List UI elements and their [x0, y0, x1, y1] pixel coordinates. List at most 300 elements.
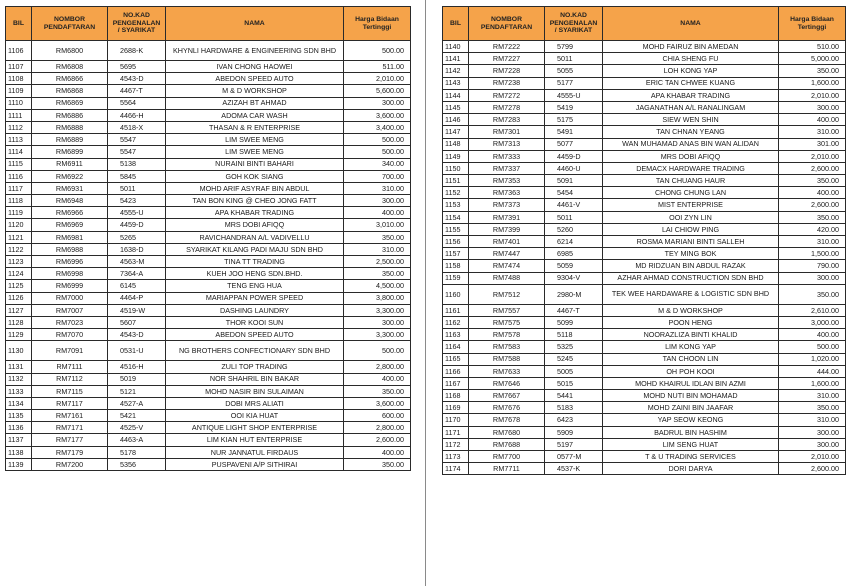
cell-nama: TINA TT TRADING: [166, 256, 344, 268]
cell-harga: 310.00: [344, 243, 411, 255]
cell-nombor-pendaftaran: RM7575: [469, 316, 545, 328]
cell-harga: 1,600.00: [779, 377, 846, 389]
cell-bil: 1150: [443, 162, 469, 174]
cell-bil: 1109: [6, 85, 32, 97]
cell-bil: 1118: [6, 195, 32, 207]
cell-nombor-pendaftaran: RM7227: [469, 53, 545, 65]
cell-no-kad: 4543-D: [108, 329, 166, 341]
col-header-kad: NO.KAD PENGENALAN / SYARIKAT: [545, 7, 603, 41]
cell-nama: NURAINI BINTI BAHARI: [166, 158, 344, 170]
cell-nama: APA KHABAR TRADING: [603, 89, 779, 101]
table-row: [6, 182, 411, 194]
cell-bil: 1156: [443, 236, 469, 248]
cell-nombor-pendaftaran: RM7588: [469, 353, 545, 365]
table-row: [6, 146, 411, 158]
cell-bil: 1157: [443, 248, 469, 260]
table-row: [6, 243, 411, 255]
cell-nombor-pendaftaran: RM7700: [469, 451, 545, 463]
cell-harga: 510.00: [779, 41, 846, 53]
cell-bil: 1161: [443, 304, 469, 316]
cell-no-kad: 4519-W: [108, 304, 166, 316]
cell-bil: 1129: [6, 329, 32, 341]
cell-no-kad: 5799: [545, 41, 603, 53]
cell-bil: 1136: [6, 422, 32, 434]
cell-no-kad: 4527-A: [108, 397, 166, 409]
cell-bil: 1166: [443, 365, 469, 377]
cell-no-kad: 4518-X: [108, 121, 166, 133]
cell-no-kad: 4461-V: [545, 199, 603, 211]
cell-nombor-pendaftaran: RM6800: [32, 41, 108, 61]
cell-bil: 1121: [6, 231, 32, 243]
cell-harga: 700.00: [344, 170, 411, 182]
cell-no-kad: 5011: [545, 53, 603, 65]
table-row: [6, 85, 411, 97]
cell-bil: 1160: [443, 284, 469, 304]
cell-no-kad: 5454: [545, 187, 603, 199]
cell-nombor-pendaftaran: RM7583: [469, 341, 545, 353]
cell-harga: 350.00: [779, 284, 846, 304]
table-row: [443, 260, 846, 272]
cell-bil: 1143: [443, 77, 469, 89]
cell-nama: NUR JANNATUL FIRDAUS: [166, 446, 344, 458]
cell-no-kad: 5909: [545, 426, 603, 438]
table-row: [443, 377, 846, 389]
cell-no-kad: 6214: [545, 236, 603, 248]
table-row: [443, 199, 846, 211]
cell-nama: BADRUL BIN HASHIM: [603, 426, 779, 438]
cell-no-kad: 9304-V: [545, 272, 603, 284]
cell-bil: 1151: [443, 175, 469, 187]
cell-nombor-pendaftaran: RM7161: [32, 410, 108, 422]
cell-bil: 1106: [6, 41, 32, 61]
cell-bil: 1154: [443, 211, 469, 223]
cell-nombor-pendaftaran: RM7512: [469, 284, 545, 304]
cell-harga: 2,600.00: [779, 463, 846, 475]
cell-nama: M & D WORKSHOP: [603, 304, 779, 316]
cell-no-kad: 5055: [545, 65, 603, 77]
cell-harga: 2,600.00: [779, 162, 846, 174]
cell-harga: 3,300.00: [344, 329, 411, 341]
right-bid-table: [442, 6, 846, 475]
cell-no-kad: 5491: [545, 126, 603, 138]
cell-nama: MOHD ARIF ASYRAF BIN ABDUL: [166, 182, 344, 194]
cell-bil: 1137: [6, 434, 32, 446]
cell-bil: 1132: [6, 373, 32, 385]
table-row: [443, 414, 846, 426]
cell-harga: 500.00: [344, 134, 411, 146]
cell-no-kad: 5091: [545, 175, 603, 187]
table-row: [6, 256, 411, 268]
cell-nama: LAI CHIOW PING: [603, 223, 779, 235]
cell-nombor-pendaftaran: RM6886: [32, 109, 108, 121]
cell-nama: PUSPAVENI A/P SITHIRAI: [166, 458, 344, 470]
cell-harga: 500.00: [344, 146, 411, 158]
cell-harga: 310.00: [779, 414, 846, 426]
cell-no-kad: 0531-U: [108, 341, 166, 361]
cell-nama: THOR KOOI SUN: [166, 316, 344, 328]
table-row: [6, 385, 411, 397]
cell-nombor-pendaftaran: RM7091: [32, 341, 108, 361]
cell-no-kad: 5325: [545, 341, 603, 353]
cell-no-kad: 6423: [545, 414, 603, 426]
table-row: [6, 219, 411, 231]
cell-harga: 300.00: [779, 101, 846, 113]
cell-nama: POON HENG: [603, 316, 779, 328]
cell-harga: 310.00: [779, 126, 846, 138]
cell-nombor-pendaftaran: RM7117: [32, 397, 108, 409]
cell-nama: YAP SEOW KEONG: [603, 414, 779, 426]
cell-nama: MARIAPPAN POWER SPEED: [166, 292, 344, 304]
cell-nama: TEY MING BOK: [603, 248, 779, 260]
cell-nombor-pendaftaran: RM7667: [469, 390, 545, 402]
cell-bil: 1108: [6, 73, 32, 85]
cell-nombor-pendaftaran: RM7447: [469, 248, 545, 260]
cell-harga: 310.00: [344, 182, 411, 194]
cell-nombor-pendaftaran: RM7313: [469, 138, 545, 150]
cell-nombor-pendaftaran: RM6869: [32, 97, 108, 109]
cell-nama: MOHD NASIR BIN SULAIMAN: [166, 385, 344, 397]
cell-harga: 2,600.00: [779, 199, 846, 211]
cell-no-kad: 5695: [108, 61, 166, 73]
cell-nama: LIM KIAN HUT ENTERPRISE: [166, 434, 344, 446]
cell-bil: 1171: [443, 426, 469, 438]
table-row: [443, 187, 846, 199]
cell-no-kad: 5245: [545, 353, 603, 365]
left-table-body: [6, 41, 411, 471]
cell-nama: LIM SENG HUAT: [603, 438, 779, 450]
table-row: [6, 329, 411, 341]
cell-harga: 511.00: [344, 61, 411, 73]
table-row: [443, 304, 846, 316]
table-row: [443, 126, 846, 138]
table-row: [443, 150, 846, 162]
cell-nombor-pendaftaran: RM6998: [32, 268, 108, 280]
cell-nama: SIEW WEN SHIN: [603, 114, 779, 126]
cell-bil: 1107: [6, 61, 32, 73]
cell-nombor-pendaftaran: RM6888: [32, 121, 108, 133]
cell-harga: 310.00: [779, 236, 846, 248]
cell-harga: 3,000.00: [779, 316, 846, 328]
cell-no-kad: 5059: [545, 260, 603, 272]
cell-harga: 500.00: [344, 341, 411, 361]
cell-nama: ABEDON SPEED AUTO: [166, 73, 344, 85]
cell-harga: 400.00: [344, 373, 411, 385]
cell-harga: 300.00: [779, 438, 846, 450]
cell-nombor-pendaftaran: RM7007: [32, 304, 108, 316]
cell-no-kad: 5177: [545, 77, 603, 89]
cell-bil: 1125: [6, 280, 32, 292]
cell-nama: TENG ENG HUA: [166, 280, 344, 292]
cell-bil: 1117: [6, 182, 32, 194]
cell-bil: 1172: [443, 438, 469, 450]
table-row: [443, 175, 846, 187]
cell-nombor-pendaftaran: RM7111: [32, 361, 108, 373]
cell-nama: MOHD NUTI BIN MOHAMAD: [603, 390, 779, 402]
table-row: [443, 451, 846, 463]
cell-no-kad: 5077: [545, 138, 603, 150]
cell-no-kad: 7364-A: [108, 268, 166, 280]
cell-bil: 1155: [443, 223, 469, 235]
cell-nama: TEK WEE HARDAWARE & LOGISTIC SDN BHD: [603, 284, 779, 304]
cell-bil: 1112: [6, 121, 32, 133]
cell-nombor-pendaftaran: RM7401: [469, 236, 545, 248]
cell-nama: ANTIQUE LIGHT SHOP ENTERPRISE: [166, 422, 344, 434]
cell-nombor-pendaftaran: RM7115: [32, 385, 108, 397]
cell-harga: 4,500.00: [344, 280, 411, 292]
cell-no-kad: 5121: [108, 385, 166, 397]
cell-harga: 350.00: [344, 268, 411, 280]
cell-nombor-pendaftaran: RM7578: [469, 329, 545, 341]
cell-bil: 1124: [6, 268, 32, 280]
cell-nombor-pendaftaran: RM7678: [469, 414, 545, 426]
cell-nombor-pendaftaran: RM7633: [469, 365, 545, 377]
cell-nombor-pendaftaran: RM7711: [469, 463, 545, 475]
cell-no-kad: 4537-K: [545, 463, 603, 475]
cell-nombor-pendaftaran: RM7070: [32, 329, 108, 341]
table-row: [443, 316, 846, 328]
cell-bil: 1122: [6, 243, 32, 255]
col-header-harga: Harga Bidaan Tertinggi: [344, 7, 411, 41]
cell-nombor-pendaftaran: RM7179: [32, 446, 108, 458]
cell-nama: ABEDON SPEED AUTO: [166, 329, 344, 341]
cell-nama: KHYNLI HARDWARE & ENGINEERING SDN BHD: [166, 41, 344, 61]
table-row: [443, 101, 846, 113]
cell-harga: 3,800.00: [344, 292, 411, 304]
cell-harga: 350.00: [779, 211, 846, 223]
cell-no-kad: 5260: [545, 223, 603, 235]
cell-harga: 420.00: [779, 223, 846, 235]
cell-no-kad: 4466-H: [108, 109, 166, 121]
cell-bil: 1140: [443, 41, 469, 53]
cell-nombor-pendaftaran: RM7283: [469, 114, 545, 126]
cell-bil: 1123: [6, 256, 32, 268]
cell-nama: T & U TRADING SERVICES: [603, 451, 779, 463]
table-row: [443, 463, 846, 475]
cell-bil: 1114: [6, 146, 32, 158]
cell-no-kad: 5099: [545, 316, 603, 328]
cell-nama: TAN BON KING @ CHEO JONG FATT: [166, 195, 344, 207]
cell-bil: 1146: [443, 114, 469, 126]
cell-harga: 340.00: [344, 158, 411, 170]
cell-no-kad: 4555-U: [108, 207, 166, 219]
table-row: [443, 284, 846, 304]
cell-nama: TAN CHNAN YEANG: [603, 126, 779, 138]
col-header-bil: BIL: [6, 7, 32, 41]
cell-bil: 1158: [443, 260, 469, 272]
cell-no-kad: 4467-T: [545, 304, 603, 316]
table-row: [6, 458, 411, 470]
cell-harga: 600.00: [344, 410, 411, 422]
header-row: [6, 7, 411, 41]
cell-bil: 1164: [443, 341, 469, 353]
cell-bil: 1168: [443, 390, 469, 402]
cell-harga: 2,600.00: [344, 434, 411, 446]
cell-harga: 2,010.00: [779, 89, 846, 101]
table-row: [443, 341, 846, 353]
cell-no-kad: 0577-M: [545, 451, 603, 463]
cell-nama: MD RIDZUAN BIN ABDUL RAZAK: [603, 260, 779, 272]
cell-no-kad: 4464-P: [108, 292, 166, 304]
cell-harga: 2,610.00: [779, 304, 846, 316]
cell-nombor-pendaftaran: RM6868: [32, 85, 108, 97]
table-row: [6, 231, 411, 243]
cell-harga: 1,500.00: [779, 248, 846, 260]
cell-nombor-pendaftaran: RM7676: [469, 402, 545, 414]
cell-nombor-pendaftaran: RM7301: [469, 126, 545, 138]
cell-no-kad: 4525-V: [108, 422, 166, 434]
table-row: [443, 272, 846, 284]
cell-harga: 350.00: [344, 231, 411, 243]
cell-no-kad: 5011: [108, 182, 166, 194]
cell-bil: 1141: [443, 53, 469, 65]
cell-bil: 1134: [6, 397, 32, 409]
table-row: [6, 292, 411, 304]
cell-bil: 1152: [443, 187, 469, 199]
cell-nama: LIM KONG YAP: [603, 341, 779, 353]
cell-harga: 3,400.00: [344, 121, 411, 133]
cell-no-kad: 5547: [108, 146, 166, 158]
cell-no-kad: 5138: [108, 158, 166, 170]
cell-harga: 3,600.00: [344, 109, 411, 121]
table-row: [443, 65, 846, 77]
cell-no-kad: 4516-H: [108, 361, 166, 373]
cell-harga: 400.00: [779, 329, 846, 341]
cell-nama: MRS DOBI AFIQQ: [603, 150, 779, 162]
cell-no-kad: 5356: [108, 458, 166, 470]
cell-harga: 350.00: [779, 402, 846, 414]
cell-no-kad: 5441: [545, 390, 603, 402]
cell-nama: NOORAZLIZA BINTI KHALID: [603, 329, 779, 341]
table-row: [6, 434, 411, 446]
cell-nama: CHIA SHENG FU: [603, 53, 779, 65]
table-row: [6, 446, 411, 458]
cell-harga: 790.00: [779, 260, 846, 272]
cell-nama: OOI ZYN LIN: [603, 211, 779, 223]
cell-nama: DORI DARYA: [603, 463, 779, 475]
cell-bil: 1174: [443, 463, 469, 475]
cell-harga: 300.00: [779, 426, 846, 438]
cell-nombor-pendaftaran: RM7023: [32, 316, 108, 328]
cell-nombor-pendaftaran: RM7399: [469, 223, 545, 235]
header-row: [443, 7, 846, 41]
cell-no-kad: 5421: [108, 410, 166, 422]
cell-bil: 1115: [6, 158, 32, 170]
table-row: [6, 73, 411, 85]
cell-harga: 1,020.00: [779, 353, 846, 365]
cell-harga: 2,800.00: [344, 422, 411, 434]
cell-nama: LIM SWEE MENG: [166, 134, 344, 146]
cell-harga: 2,010.00: [779, 150, 846, 162]
cell-nombor-pendaftaran: RM7272: [469, 89, 545, 101]
cell-nama: DEMACX HARDWARE TRADING: [603, 162, 779, 174]
cell-bil: 1131: [6, 361, 32, 373]
cell-bil: 1138: [6, 446, 32, 458]
cell-nama: TAN CHUANG HAUR: [603, 175, 779, 187]
cell-bil: 1144: [443, 89, 469, 101]
cell-harga: 5,000.00: [779, 53, 846, 65]
table-row: [6, 134, 411, 146]
table-row: [443, 329, 846, 341]
cell-nama: RAVICHANDRAN A/L VADIVELLU: [166, 231, 344, 243]
cell-nama: MIST ENTERPRISE: [603, 199, 779, 211]
cell-bil: 1128: [6, 316, 32, 328]
table-row: [443, 248, 846, 260]
cell-bil: 1116: [6, 170, 32, 182]
cell-bil: 1149: [443, 150, 469, 162]
cell-nombor-pendaftaran: RM7488: [469, 272, 545, 284]
cell-harga: 1,600.00: [779, 77, 846, 89]
cell-nama: MRS DOBI AFIQQ: [166, 219, 344, 231]
cell-no-kad: 5178: [108, 446, 166, 458]
cell-nombor-pendaftaran: RM7474: [469, 260, 545, 272]
cell-nama: MOHD FAIRUZ BIN AMEDAN: [603, 41, 779, 53]
cell-harga: 350.00: [779, 65, 846, 77]
cell-nama: LIM SWEE MENG: [166, 146, 344, 158]
table-row: [6, 304, 411, 316]
cell-nombor-pendaftaran: RM7171: [32, 422, 108, 434]
cell-bil: 1148: [443, 138, 469, 150]
cell-harga: 350.00: [779, 175, 846, 187]
cell-nombor-pendaftaran: RM6948: [32, 195, 108, 207]
cell-harga: 5,600.00: [344, 85, 411, 97]
table-row: [443, 426, 846, 438]
cell-nama: AZHAR AHMAD CONSTRUCTION SDN BHD: [603, 272, 779, 284]
table-row: [6, 410, 411, 422]
col-header-nombor: NOMBOR PENDAFTARAN: [469, 7, 545, 41]
table-row: [443, 438, 846, 450]
cell-bil: 1169: [443, 402, 469, 414]
cell-no-kad: 4459-D: [108, 219, 166, 231]
cell-nombor-pendaftaran: RM7337: [469, 162, 545, 174]
table-row: [443, 53, 846, 65]
table-row: [443, 223, 846, 235]
cell-bil: 1113: [6, 134, 32, 146]
cell-no-kad: 4459-D: [545, 150, 603, 162]
cell-nombor-pendaftaran: RM7112: [32, 373, 108, 385]
table-row: [6, 170, 411, 182]
table-row: [6, 422, 411, 434]
cell-no-kad: 5175: [545, 114, 603, 126]
cell-nombor-pendaftaran: RM7391: [469, 211, 545, 223]
cell-harga: 300.00: [344, 195, 411, 207]
table-row: [443, 138, 846, 150]
table-row: [6, 41, 411, 61]
cell-nama: ERIC TAN CHWEE KUANG: [603, 77, 779, 89]
cell-nombor-pendaftaran: RM7200: [32, 458, 108, 470]
table-row: [443, 353, 846, 365]
cell-nombor-pendaftaran: RM7177: [32, 434, 108, 446]
table-row: [443, 402, 846, 414]
cell-harga: 310.00: [779, 390, 846, 402]
cell-nombor-pendaftaran: RM6808: [32, 61, 108, 73]
cell-nombor-pendaftaran: RM7557: [469, 304, 545, 316]
cell-nama: LOH KONG YAP: [603, 65, 779, 77]
table-row: [443, 77, 846, 89]
cell-bil: 1167: [443, 377, 469, 389]
col-header-nama: NAMA: [603, 7, 779, 41]
cell-no-kad: 4460-U: [545, 162, 603, 174]
table-row: [443, 211, 846, 223]
cell-bil: 1159: [443, 272, 469, 284]
table-row: [443, 41, 846, 53]
cell-bil: 1139: [6, 458, 32, 470]
cell-nombor-pendaftaran: RM7680: [469, 426, 545, 438]
cell-nombor-pendaftaran: RM7222: [469, 41, 545, 53]
cell-no-kad: 4563-M: [108, 256, 166, 268]
cell-harga: 400.00: [779, 114, 846, 126]
table-row: [6, 97, 411, 109]
cell-nombor-pendaftaran: RM7228: [469, 65, 545, 77]
